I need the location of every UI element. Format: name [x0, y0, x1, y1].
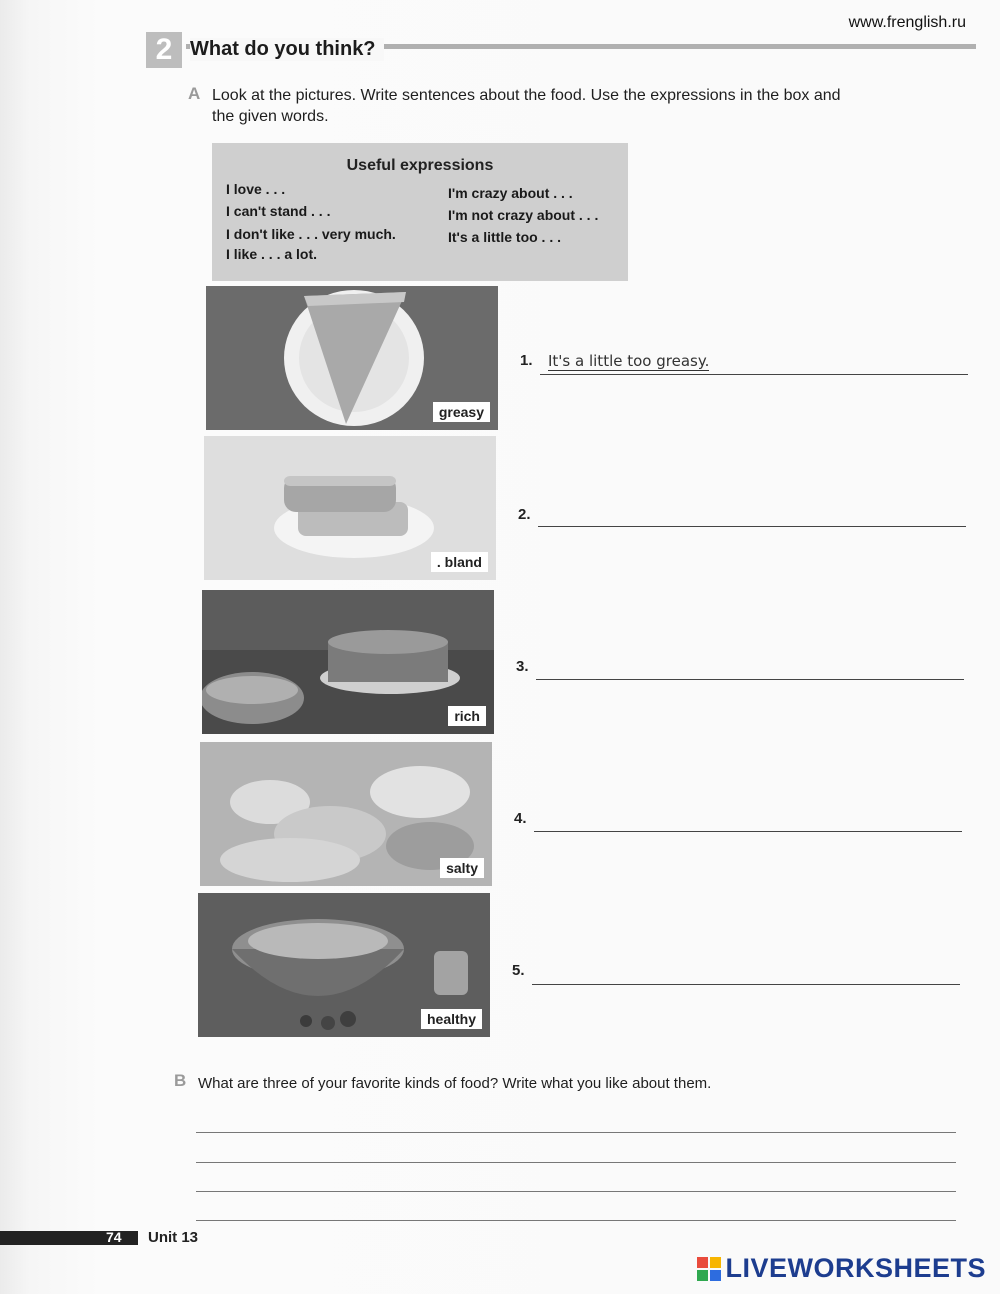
part-a-instruction-line2: the given words.: [212, 108, 329, 125]
brand-text: LIVEWORKSHEETS: [725, 1253, 986, 1283]
section-number: 2: [146, 32, 182, 68]
expression-item: I'm crazy about . . .: [448, 185, 573, 201]
word-tag: salty: [440, 858, 484, 878]
liveworksheets-logo-icon: [697, 1257, 721, 1281]
answer-line[interactable]: [536, 679, 964, 680]
item-number: 5.: [512, 962, 525, 979]
pizza-photo: [206, 286, 498, 430]
word-tag: . bland: [431, 552, 488, 572]
expression-item: I don't like . . . very much.: [226, 226, 396, 242]
word-tag: rich: [448, 706, 486, 726]
bread-photo: [204, 436, 496, 580]
unit-label: Unit 13: [148, 1229, 199, 1246]
word-tag: greasy: [433, 402, 490, 422]
site-url: www.frenglish.ru: [848, 14, 966, 31]
cake-photo: [202, 590, 494, 734]
part-b-instruction: What are three of your favorite kinds of food? Write what you like about them.: [198, 1075, 712, 1092]
word-tag: healthy: [421, 1009, 482, 1029]
salad-photo: [198, 893, 490, 1037]
writing-line[interactable]: [196, 1220, 956, 1221]
part-a-instruction-line1: Look at the pictures. Write sentences about the food. Use the expressions in the box and: [212, 87, 841, 104]
part-a-letter: A: [188, 84, 201, 103]
answer-text: It's a little too greasy.: [548, 352, 710, 370]
writing-line[interactable]: [196, 1132, 956, 1133]
chips-photo: [200, 742, 492, 886]
writing-line[interactable]: [196, 1191, 956, 1192]
item-number: 4.: [514, 810, 527, 827]
section-title: What do you think?: [190, 38, 384, 61]
expression-item: I love . . .: [226, 181, 286, 197]
useful-expressions-title: Useful expressions: [346, 157, 494, 174]
item-number: 3.: [516, 658, 529, 675]
expression-item: I like . . . a lot.: [226, 246, 318, 262]
part-b-letter: B: [174, 1071, 187, 1090]
answer-line[interactable]: [540, 374, 968, 375]
useful-expressions-box: [212, 143, 628, 281]
expression-item: I'm not crazy about . . .: [448, 207, 599, 223]
answer-line[interactable]: [538, 526, 966, 527]
item-number: 1.: [520, 352, 533, 369]
expression-item: It's a little too . . .: [448, 229, 562, 245]
answer-line[interactable]: [534, 831, 962, 832]
liveworksheets-brand: [697, 1253, 986, 1284]
writing-line[interactable]: [196, 1162, 956, 1163]
item-number: 2.: [518, 506, 531, 523]
expression-item: I can't stand . . .: [226, 203, 331, 219]
answer-line[interactable]: [532, 984, 960, 985]
page-number: 74: [106, 1229, 122, 1245]
